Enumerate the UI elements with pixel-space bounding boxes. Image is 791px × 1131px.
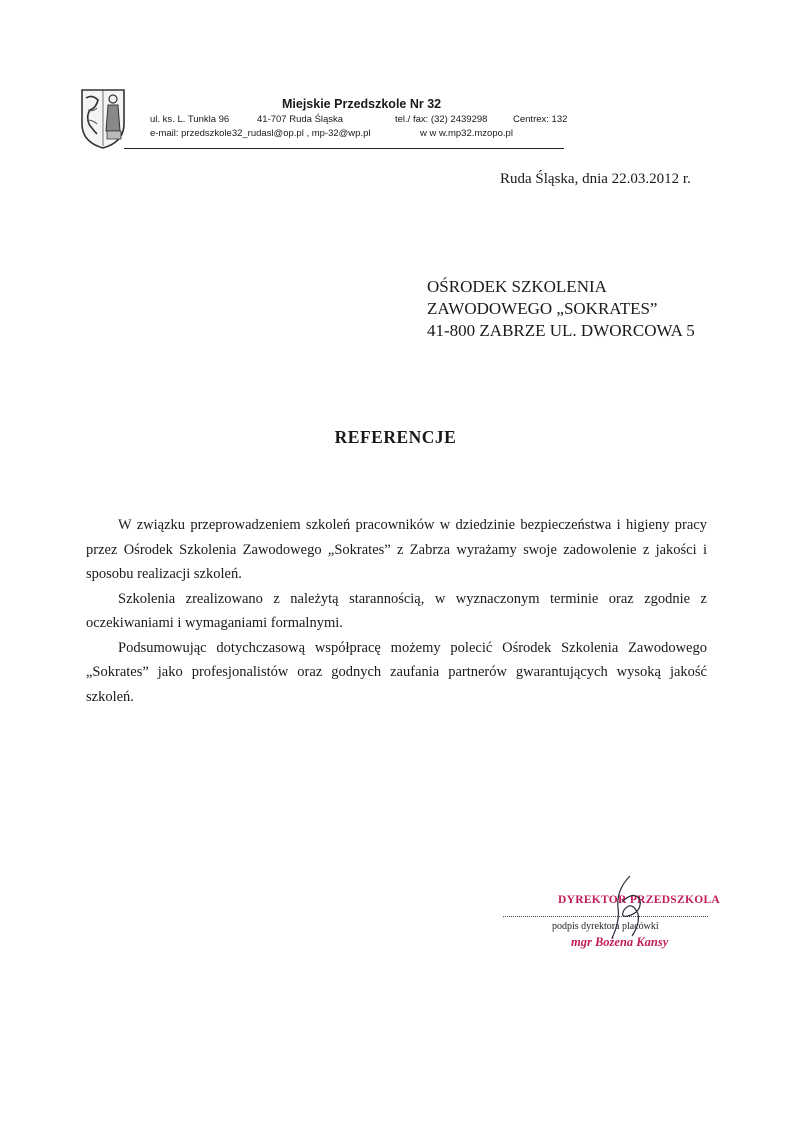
letter-body <box>86 513 707 709</box>
director-stamp: DYREKTOR PRZEDSZKOLA <box>558 894 721 906</box>
header-phone: tel./ fax: (32) 2439298 <box>395 114 488 125</box>
institution-name: Miejskie Przedszkole Nr 32 <box>282 97 442 111</box>
document-title: REFERENCJE <box>334 427 457 447</box>
header-divider <box>124 148 564 149</box>
signature-block <box>500 868 720 958</box>
handwritten-signature <box>600 872 648 944</box>
paragraph-2: Szkolenia zrealizowano z należytą starannością, w wyznaczonym terminie oraz zgodnie z oczekiwaniami i wymaganiami formalnymi. <box>86 590 707 631</box>
header-website: w w w.mp32.mzopo.pl <box>420 128 513 139</box>
recipient-line-2: ZAWODOWEGO „SOKRATES” <box>427 299 658 318</box>
city-crest-logo <box>80 88 126 150</box>
paragraph-1: W związku przeprowadzeniem szkoleń pracowników w dziedzinie bezpieczeństwa i higieny pracy przez Ośrodek Szkolenia Zawodowego „Sokrates” z Zabrza wyrażamy swoje zadowolenie z jakości i sposobu realizacji szkoleń. <box>86 517 707 582</box>
header-centrex: Centrex: 132 <box>513 114 568 125</box>
header-emails: e-mail: przedszkole32_rudasl@op.pl , mp-32@wp.pl <box>150 128 371 139</box>
recipient-line-3: 41-800 ZABRZE UL. DWORCOWA 5 <box>427 321 695 340</box>
date-line: Ruda Śląska, dnia 22.03.2012 r. <box>500 171 691 187</box>
signature-caption: podpis dyrektora placówki <box>552 921 659 932</box>
recipient-block <box>427 276 695 342</box>
paragraph-3: Podsumowując dotychczasową współpracę możemy polecić Ośrodek Szkolenia Zawodowego „Sokrates” jako profesjonalistów oraz godnych zaufania partnerów gwarantujących wysoką jakość szkoleń. <box>86 639 707 705</box>
header-postal-city: 41-707 Ruda Śląska <box>257 114 344 125</box>
header-address: ul. ks. L. Tunkla 96 <box>150 114 230 125</box>
director-name-stamp: mgr Bożena Kansy <box>571 935 669 949</box>
recipient-line-1: OŚRODEK SZKOLENIA <box>427 277 607 296</box>
